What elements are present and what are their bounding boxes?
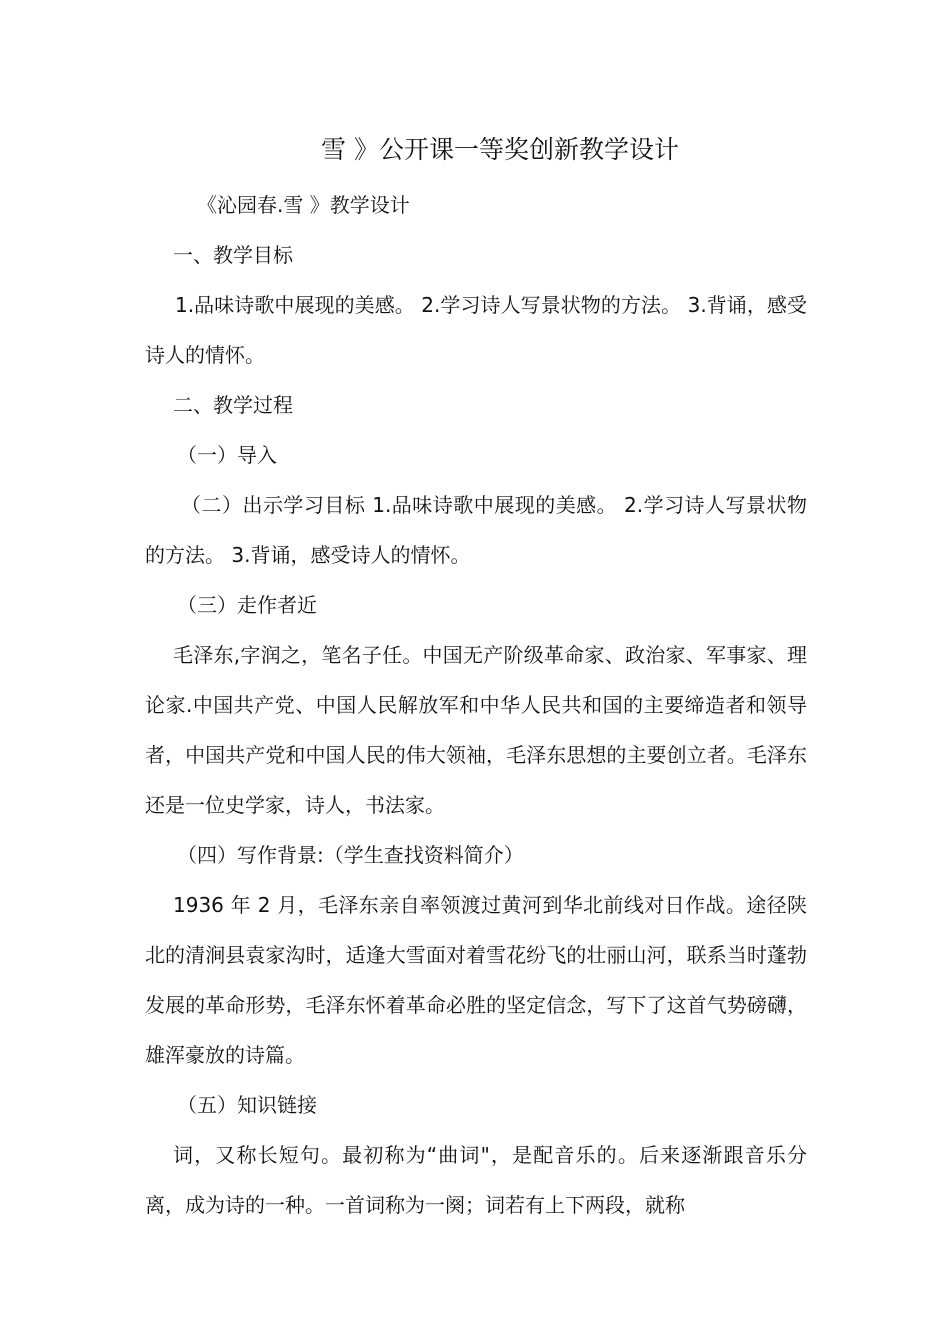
learning-goals-paragraph: （二）出示学习目标 1.品味诗歌中展现的美感。 2.学习诗人写景状物的方法。 3.背诵，感受诗人的情怀。 [145,493,807,567]
knowledge-paragraph: 词，又称长短句。最初称为“曲词"，是配音乐的。后来逐渐跟音乐分离，成为诗的一种。一首词称为一阕；词若有上下两段，就称 [145,1143,807,1217]
section-heading-objectives: 一、教学目标 [173,243,293,267]
objectives-paragraph: 1.品味诗歌中展现的美感。 2.学习诗人写景状物的方法。 3.背诵，感受诗人的情怀。 [145,293,807,367]
subheading-knowledge: （五）知识链接 [177,1093,317,1117]
document-title: 雪 》公开课一等奖创新教学设计 [321,135,679,164]
section-heading-process: 二、教学过程 [173,393,293,417]
subheading-intro: （一）导入 [177,443,277,467]
author-paragraph: 毛泽东,字润之，笔名子任。中国无产阶级革命家、政治家、军事家、理论家.中国共产党、中国人民解放军和中华人民共和国的主要缔造者和领导者，中国共产党和中国人民的伟大领袖，毛泽东思想的主要创立者。毛泽东还是一位史学家，诗人，书法家。 [145,643,807,817]
background-paragraph: 1936 年 2 月，毛泽东亲自率领渡过黄河到华北前线对日作战。途径陕北的清涧县袁家沟时，适逢大雪面对着雪花纷飞的壮丽山河，联系当时蓬勃发展的革命形势，毛泽东怀着革命必胜的坚定信念，写下了这首气势磅礴，雄浑豪放的诗篇。 [145,893,807,1067]
subheading-background: （四）写作背景:（学生查找资料简介） [177,843,524,867]
subtitle: 《沁园春.雪 》教学设计 [197,193,410,217]
subheading-author: （三）走作者近 [177,593,317,617]
document-body [145,180,807,1230]
